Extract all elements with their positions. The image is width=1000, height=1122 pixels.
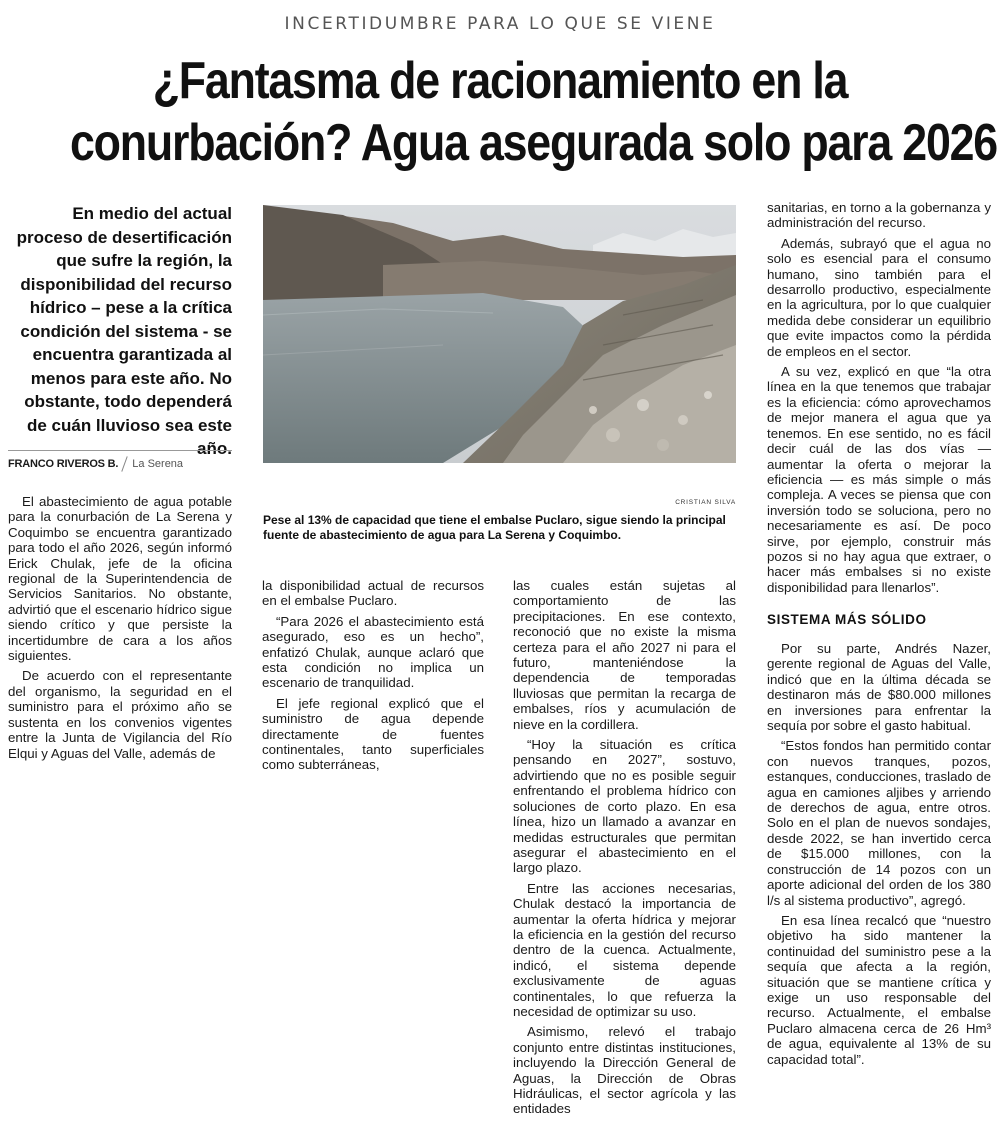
body-column-4-continued: [767, 641, 991, 1072]
paragraph: A su vez, explicó en que “la otra línea en la que tenemos que trabajar es la eficiencia: cómo aprovechamos de mejor manera el agua que ya tenemos. En ese sentido, no es fácil decir cuál de las dos vías — aumentar la oferta o mejorar la eficiencia — es más simple o más compleja. A veces se piensa que con inversión todo se soluciona, pero no necesariamente es así. De poco sirve, por ejemplo, construir más pozos si no hay agua que extraer, o hacer más embalses si no existe disponibilidad para llenarlos”.: [767, 364, 991, 595]
body-column-1: [8, 494, 232, 766]
paragraph: De acuerdo con el representante del organismo, la seguridad en el suministro para el próximo año se sustenta en los convenios vigentes entre la Junta de Vigilancia del Río Elqui y Aguas del Valle, además de: [8, 668, 232, 761]
paragraph: Por su parte, Andrés Nazer, gerente regional de Aguas del Valle, indicó que en la última década se destinaron más de $80.000 millones en inversiones para enfrentar la sequía por sobre el gasto habitual.: [767, 641, 991, 734]
photo-credit: CRISTIAN SILVA: [675, 499, 736, 506]
body-column-3: [513, 578, 736, 1122]
paragraph: El abastecimiento de agua potable para la conurbación de La Serena y Coquimbo se encuentra garantizado para todo el año 2026, según informó Erick Chulak, jefe de la oficina regional de la Superintendencia de Servicios Sanitarios. No obstante, advirtió que el escenario hídrico sigue siendo crítico y que persiste la incertidumbre de cara a los años siguientes.: [8, 494, 232, 664]
paragraph: Además, subrayó que el agua no solo es esencial para el consumo humano, sino también para el desarrollo productivo, especialmente en la agricultura, por lo que cualquier medida debe considerar un equilibrio que evite impactos como la pérdida de empleos en el sector.: [767, 235, 991, 359]
paragraph: las cuales están sujetas al comportamiento de las precipitaciones. En ese contexto, reconoció que no existe la misma certeza para el año 2027 ni para el futuro, manteniéndose la dependencia de temporadas lluviosas que permitan la recarga de embalses, ríos y acumulación de nieve en la cordillera.: [513, 578, 736, 732]
author-location: La Serena: [132, 458, 184, 470]
paragraph: sanitarias, en torno a la gobernanza y administración del recurso.: [767, 200, 991, 231]
paragraph: la disponibilidad actual de recursos en el embalse Puclaro.: [262, 578, 484, 609]
paragraph: Entre las acciones necesarias, Chulak destacó la importancia de aumentar la oferta hídrica y mejorar la eficiencia en la gestión del recurso dentro de la cuenca. Actualmente, indicó, el sistema depende exclusivamente de aguas continentales, lo que refuerza la necesidad de optimizar su uso.: [513, 880, 736, 1019]
paragraph: El jefe regional explicó que el suministro de agua depende directamente de fuentes continentales, tanto superficiales como subterráneas,: [262, 695, 484, 773]
body-column-4: [767, 200, 991, 600]
section-subheading: SISTEMA MÁS SÓLIDO: [767, 612, 927, 627]
paragraph: “Hoy la situación es crítica pensando en 2027”, sostuvo, advirtiendo que no es posible seguir enfrentando el problema hídrico con soluciones de corto plazo. En esa línea, hizo un llamado a avanzar en medidas estructurales que permitan asegurar el abastecimiento en el largo plazo.: [513, 737, 736, 876]
paragraph: “Para 2026 el abastecimiento está asegurado, eso es un hecho”, enfatizó Chulak, aunque aclaró que esta condición no implica un escenario de tranquilidad.: [262, 613, 484, 691]
kicker: INCERTIDUMBRE PARA LO QUE SE VIENE: [284, 14, 716, 34]
paragraph: En esa línea recalcó que “nuestro objetivo ha sido mantener la continuidad del suministro pese a la sequía que afecta a la región, situación que se mantiene crítica y exige un uso responsable del recurso. Actualmente, el embalse Puclaro almacena cerca de 26 Hm³ de agua, equivalente al 13% de su capacidad total”.: [767, 912, 991, 1067]
lead-paragraph: En medio del actual proceso de desertificación que sufre la región, la disponibilidad del recurso hídrico – pese a la crítica condición del sistema - se encuentra garantizada al menos para este año. No obstante, todo dependerá de cuán lluvioso sea este año.: [16, 204, 232, 458]
author-name: FRANCO RIVEROS B.: [8, 458, 119, 470]
paragraph: “Estos fondos han permitido contar con nuevos tranques, pozos, estanques, conducciones, traslado de agua en camiones aljibes y arriendo de derechos de agua, entre otros. Solo en el plan de nuevos sondajes, desde 2022, se han invertido cerca de $15.000 millones, con la construcción de 14 pozos con un aporte adicional del orden de los 380 l/s al sistema productivo”, agregó.: [767, 738, 991, 908]
reservoir-photo: [263, 205, 736, 463]
reservoir-landscape-illustration: [263, 205, 736, 463]
photo-caption: Pese al 13% de capacidad que tiene el embalse Puclaro, sigue siendo la principal fuente de abastecimiento de agua para La Serena y Coquimbo.: [263, 513, 726, 542]
headline: [70, 50, 997, 174]
headline-line-2: conurbación? Agua asegurada solo para 2026: [70, 114, 997, 172]
headline-line-1: ¿Fantasma de racionamiento en la: [152, 52, 848, 110]
byline-divider: [122, 456, 128, 471]
byline: [8, 450, 232, 472]
paragraph: Asimismo, relevó el trabajo conjunto entre distintas instituciones, incluyendo la Dirección General de Aguas, la Dirección de Obras Hidráulicas, el sector agrícola y las entidades: [513, 1024, 736, 1117]
body-column-2: [262, 578, 484, 778]
